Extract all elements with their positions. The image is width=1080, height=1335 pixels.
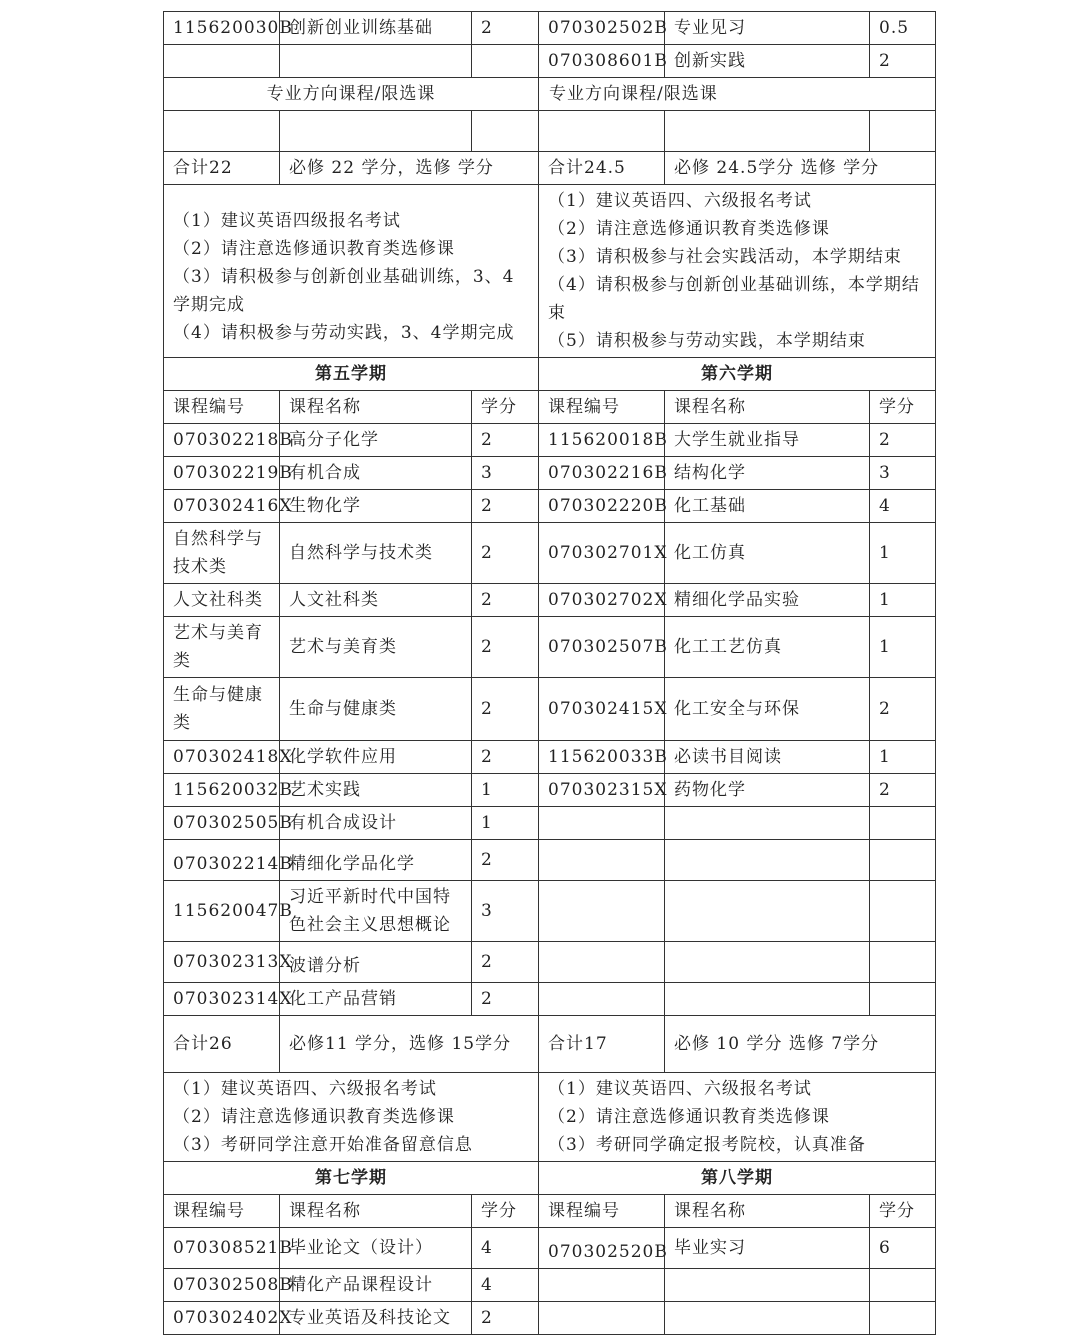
semester-title: 第八学期 [539, 1162, 936, 1195]
total-label: 合计26 [164, 1016, 280, 1073]
course-credit: 6 [870, 1228, 936, 1269]
course-credit: 0.5 [870, 12, 936, 45]
total-description: 必修11 学分，选修 15学分 [280, 1016, 539, 1073]
course-credit [870, 881, 936, 942]
table-row [164, 983, 936, 1016]
course-name: 高分子化学 [280, 424, 472, 457]
course-name: 创新创业训练基础 [280, 12, 472, 45]
course-name: 自然科学与技术类 [280, 523, 472, 584]
note-line: （3）考研同学确定报考院校，认真准备 [548, 1135, 866, 1155]
table-row [164, 523, 936, 584]
course-code: 070302701X [539, 523, 665, 584]
table-row [164, 807, 936, 840]
course-code: 070302415X [539, 678, 665, 741]
course-code: 070302220B [539, 490, 665, 523]
course-name: 结构化学 [665, 457, 870, 490]
course-credit: 2 [472, 523, 539, 584]
note-line: （2）请注意选修通识教育类选修课 [173, 239, 455, 259]
course-name: 艺术与美育类 [280, 617, 472, 678]
table-row [164, 942, 936, 983]
empty-cell [280, 111, 472, 152]
course-name: 化工安全与环保 [665, 678, 870, 741]
table-row [164, 12, 936, 45]
note-line: （4）请积极参与创新创业基础训练，本学期结束 [548, 275, 920, 323]
course-code: 070302216B [539, 457, 665, 490]
course-code: 070302218B [164, 424, 280, 457]
total-label: 合计24.5 [539, 152, 665, 185]
curriculum-table [163, 11, 936, 1335]
column-header-credit: 学分 [870, 391, 936, 424]
course-name [280, 45, 472, 78]
course-code: 115620047B [164, 881, 280, 942]
course-name: 生物化学 [280, 490, 472, 523]
course-code: 070308601B [539, 45, 665, 78]
column-header-code: 课程编号 [539, 1195, 665, 1228]
course-name: 精化产品课程设计 [280, 1269, 472, 1302]
course-credit: 2 [472, 424, 539, 457]
course-credit: 4 [870, 490, 936, 523]
note-line: （3）考研同学注意开始准备留意信息 [173, 1135, 473, 1155]
course-name [665, 1269, 870, 1302]
course-credit: 2 [472, 942, 539, 983]
direction-course-label-left: 专业方向课程/限选课 [164, 78, 539, 111]
course-code: 115620032B [164, 774, 280, 807]
total-label: 合计22 [164, 152, 280, 185]
course-credit: 2 [472, 840, 539, 881]
table-row [164, 1269, 936, 1302]
section-header-row [164, 78, 936, 111]
course-credit [870, 807, 936, 840]
course-code: 070302402X [164, 1302, 280, 1335]
course-credit: 4 [472, 1269, 539, 1302]
course-name: 大学生就业指导 [665, 424, 870, 457]
course-credit: 3 [472, 457, 539, 490]
note-line: （1）建议英语四、六级报名考试 [548, 1079, 812, 1099]
course-code [539, 1269, 665, 1302]
note-line: （2）请注意选修通识教育类选修课 [173, 1107, 455, 1127]
notes-left [164, 1073, 539, 1162]
course-code [539, 807, 665, 840]
course-name: 毕业论文（设计） [280, 1228, 472, 1269]
table-row [164, 584, 936, 617]
note-line: （4）请积极参与劳动实践，3、4学期完成 [173, 323, 515, 343]
table-row [164, 678, 936, 741]
note-line: （2）请注意选修通识教育类选修课 [548, 1107, 830, 1127]
note-line: （1）建议英语四、六级报名考试 [548, 191, 812, 211]
course-code [539, 983, 665, 1016]
column-header-name: 课程名称 [665, 1195, 870, 1228]
course-name: 化学软件应用 [280, 741, 472, 774]
course-credit [870, 942, 936, 983]
course-code: 115620018B [539, 424, 665, 457]
course-credit: 2 [472, 584, 539, 617]
empty-cell [164, 111, 280, 152]
course-name: 化工基础 [665, 490, 870, 523]
course-credit: 2 [472, 678, 539, 741]
note-line: （3）请积极参与社会实践活动，本学期结束 [548, 247, 902, 267]
empty-cell [665, 111, 870, 152]
course-code: 自然科学与技术类 [164, 523, 280, 584]
course-code: 070302508B [164, 1269, 280, 1302]
column-header-row [164, 391, 936, 424]
table-row [164, 457, 936, 490]
column-header-code: 课程编号 [164, 1195, 280, 1228]
course-name: 艺术实践 [280, 774, 472, 807]
semester-title: 第七学期 [164, 1162, 539, 1195]
total-label: 合计17 [539, 1016, 665, 1073]
course-code [539, 942, 665, 983]
course-name: 创新实践 [665, 45, 870, 78]
course-credit: 1 [870, 617, 936, 678]
column-header-code: 课程编号 [539, 391, 665, 424]
course-credit: 2 [472, 983, 539, 1016]
course-credit [870, 1269, 936, 1302]
table-row [164, 774, 936, 807]
course-name: 专业英语及科技论文 [280, 1302, 472, 1335]
course-credit: 3 [870, 457, 936, 490]
course-credit [870, 840, 936, 881]
course-credit: 2 [472, 1302, 539, 1335]
course-code: 070302313X [164, 942, 280, 983]
note-line: （2）请注意选修通识教育类选修课 [548, 219, 830, 239]
course-credit: 4 [472, 1228, 539, 1269]
column-header-credit: 学分 [472, 1195, 539, 1228]
course-name [665, 840, 870, 881]
notes-right [539, 1073, 936, 1162]
course-name: 专业见习 [665, 12, 870, 45]
course-code [539, 1302, 665, 1335]
total-row [164, 152, 936, 185]
course-credit: 2 [472, 617, 539, 678]
course-credit: 1 [472, 774, 539, 807]
course-name: 波谱分析 [280, 942, 472, 983]
note-line: （5）请积极参与劳动实践，本学期结束 [548, 331, 866, 351]
course-credit: 2 [870, 45, 936, 78]
course-name: 精细化学品实验 [665, 584, 870, 617]
table-row [164, 1228, 936, 1269]
course-code: 人文社科类 [164, 584, 280, 617]
direction-course-label-right: 专业方向课程/限选课 [539, 78, 936, 111]
semester-title-row [164, 358, 936, 391]
total-description: 必修 22 学分，选修 学分 [280, 152, 539, 185]
course-code: 070302418X [164, 741, 280, 774]
course-code: 115620033B [539, 741, 665, 774]
course-code: 070302315X [539, 774, 665, 807]
total-row [164, 1016, 936, 1073]
course-name [665, 942, 870, 983]
course-code: 070302502B [539, 12, 665, 45]
empty-cell [870, 111, 936, 152]
course-code: 070302702X [539, 584, 665, 617]
column-header-name: 课程名称 [280, 1195, 472, 1228]
course-code: 070302214B [164, 840, 280, 881]
table-row [164, 111, 936, 152]
course-code: 070302505B [164, 807, 280, 840]
note-line: （1）建议英语四级报名考试 [173, 211, 401, 231]
semester-title: 第五学期 [164, 358, 539, 391]
column-header-name: 课程名称 [665, 391, 870, 424]
course-code: 070302507B [539, 617, 665, 678]
table-row [164, 881, 936, 942]
course-credit: 2 [870, 774, 936, 807]
course-name: 毕业实习 [665, 1228, 870, 1269]
course-name: 人文社科类 [280, 584, 472, 617]
course-name: 精细化学品化学 [280, 840, 472, 881]
course-name: 习近平新时代中国特色社会主义思想概论 [280, 881, 472, 942]
course-code [164, 45, 280, 78]
course-code: 生命与健康类 [164, 678, 280, 741]
notes-right [539, 185, 936, 358]
course-name: 有机合成 [280, 457, 472, 490]
course-name [665, 881, 870, 942]
course-credit: 1 [870, 741, 936, 774]
course-name: 药物化学 [665, 774, 870, 807]
course-credit: 1 [870, 523, 936, 584]
course-code: 070302219B [164, 457, 280, 490]
total-description: 必修 24.5学分 选修 学分 [665, 152, 936, 185]
note-line: （3）请积极参与创新创业基础训练，3、4学期完成 [173, 267, 515, 315]
course-name: 有机合成设计 [280, 807, 472, 840]
table-row [164, 1302, 936, 1335]
empty-cell [472, 111, 539, 152]
notes-row [164, 1073, 936, 1162]
table-row [164, 840, 936, 881]
course-name: 化工产品营销 [280, 983, 472, 1016]
course-code: 070308521B [164, 1228, 280, 1269]
course-name [665, 983, 870, 1016]
course-credit [472, 45, 539, 78]
course-name: 化工工艺仿真 [665, 617, 870, 678]
course-code: 070302416X [164, 490, 280, 523]
column-header-credit: 学分 [870, 1195, 936, 1228]
course-name [665, 807, 870, 840]
table-row [164, 424, 936, 457]
notes-row [164, 185, 936, 358]
column-header-credit: 学分 [472, 391, 539, 424]
course-code: 070302520B [539, 1228, 665, 1269]
course-code: 115620030B [164, 12, 280, 45]
semester-title: 第六学期 [539, 358, 936, 391]
course-credit: 3 [472, 881, 539, 942]
course-credit: 1 [870, 584, 936, 617]
course-credit: 2 [472, 12, 539, 45]
course-credit: 2 [870, 678, 936, 741]
course-code: 070302314X [164, 983, 280, 1016]
table-row [164, 490, 936, 523]
course-credit: 1 [472, 807, 539, 840]
course-credit: 2 [472, 490, 539, 523]
table-row [164, 617, 936, 678]
empty-cell [539, 111, 665, 152]
course-name: 生命与健康类 [280, 678, 472, 741]
course-name [665, 1302, 870, 1335]
course-code [539, 840, 665, 881]
semester-title-row [164, 1162, 936, 1195]
course-code: 艺术与美育类 [164, 617, 280, 678]
course-code [539, 881, 665, 942]
course-credit [870, 983, 936, 1016]
total-description: 必修 10 学分 选修 7学分 [665, 1016, 936, 1073]
course-credit: 2 [472, 741, 539, 774]
column-header-name: 课程名称 [280, 391, 472, 424]
table-row [164, 45, 936, 78]
course-name: 必读书目阅读 [665, 741, 870, 774]
course-credit: 2 [870, 424, 936, 457]
note-line: （1）建议英语四、六级报名考试 [173, 1079, 437, 1099]
course-name: 化工仿真 [665, 523, 870, 584]
column-header-code: 课程编号 [164, 391, 280, 424]
notes-left [164, 185, 539, 358]
course-credit [870, 1302, 936, 1335]
table-row [164, 741, 936, 774]
column-header-row [164, 1195, 936, 1228]
